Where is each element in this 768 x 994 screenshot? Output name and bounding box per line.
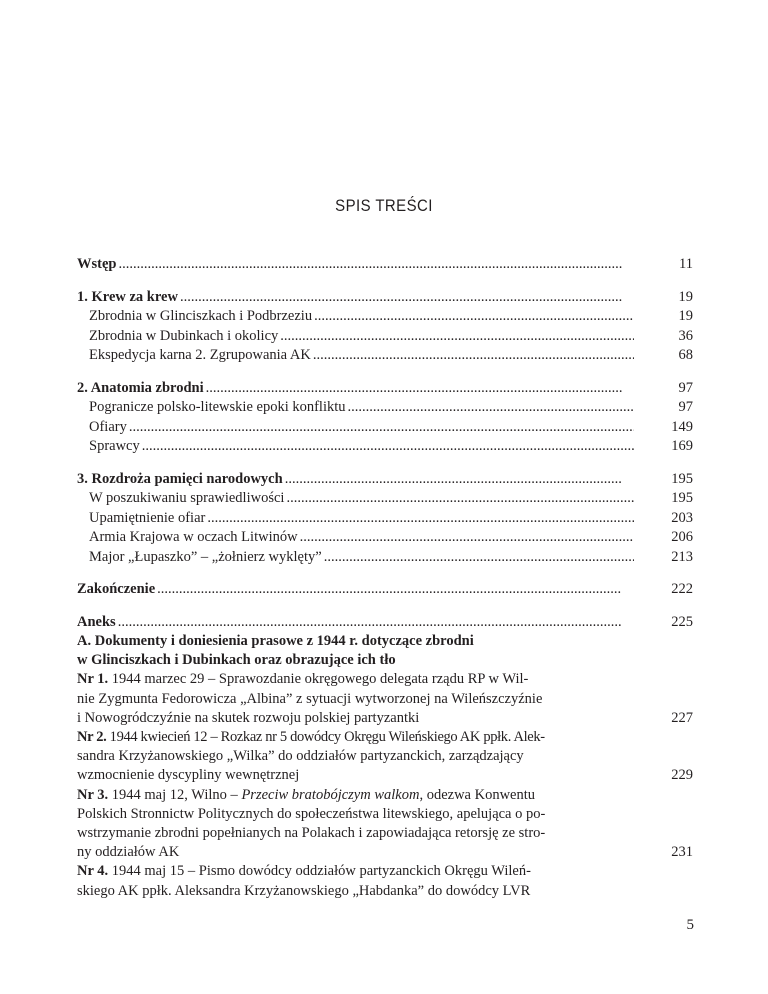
toc-page: 68 [678,347,693,363]
dot-leader [284,489,634,509]
document-number: Nr 4. [77,863,109,880]
dot-leader [278,327,634,347]
toc-subentry[interactable] [77,307,693,327]
toc-label: Upamiętnienie ofiar [89,509,206,526]
toc-label: 2. Anatomia zbrodni [77,379,204,396]
toc-page: 19 [678,288,693,305]
toc-page: 225 [671,613,693,630]
toc-page: 149 [671,418,693,435]
toc-label: Zbrodnia w Glinciszkach i Podbrzeziu [89,308,313,324]
document-number: Nr 3. [77,786,109,803]
page-number: 5 [686,917,694,933]
toc-label: Wstęp [77,256,117,272]
toc-label: 3. Rozdroża pamięci narodowych [77,470,283,487]
toc-page: 222 [671,581,693,597]
dot-leader [204,379,622,399]
toc-subentry[interactable] [77,327,693,347]
toc-label: Ofiary [89,418,127,435]
toc-label: Ekspedycja karna 2. Zgrupowania AK [89,347,311,363]
dot-leader [312,307,634,327]
aneks-section-a-heading: A. Dokumenty i doniesienia prasowe z 1944 r. dotyczące zbrodni w Glinciszkach i Dubinkach oraz obrazujące ich tło [77,633,474,669]
toc-subentry[interactable] [77,398,693,418]
toc-subentry[interactable] [77,418,693,438]
toc-document-entry-3[interactable]: Nr 3. 1944 maj 12, Wilno – Przeciw bratobójczym walkom, odezwa Konwentu Polskich Stronnictw Politycznych do społeczeństwa litewskiego, apelująca o po- wstrzymanie zbrodni popełnianych na Polakach i zapowiadająca retorsję ze stro- ny oddziałów AK 231 [77,786,693,863]
toc-entry-zakonczenie[interactable] [77,580,693,600]
toc-label: W poszukiwaniu sprawiedliwości [89,490,285,506]
toc-entry-chapter-3[interactable] [77,470,693,490]
toc-page: 97 [678,399,693,415]
document-number: Nr 1. [77,671,109,688]
dot-leader [322,548,634,568]
toc-page: 169 [671,438,693,454]
page-title: SPIS TREŚCI [335,196,433,215]
toc-subentry[interactable] [77,489,693,509]
toc-label: Sprawcy [89,438,140,454]
toc-page: 36 [678,327,693,344]
dot-leader [178,288,622,308]
toc-page: 229 [671,767,693,784]
dot-leader [116,255,622,275]
toc-subentry[interactable] [77,548,693,568]
toc-page: 195 [671,470,693,487]
toc-entry-aneks[interactable] [77,613,693,633]
dot-leader [116,613,622,633]
toc-document-entry-2[interactable]: Nr 2. 1944 kwiecień 12 – Rozkaz nr 5 dowódcy Okręgu Wileńskiego AK ppłk. Alek- sandra Krzyżanowskiego „Wilka” do oddziałów partyzanckich, zarządzający wzmocnienie dyscypliny wewnętrznej 229 [77,728,693,786]
toc-page: 19 [678,308,693,324]
dot-leader [283,470,622,490]
toc-subentry[interactable] [77,346,693,366]
dot-leader [311,346,634,366]
toc-label: Zakończenie [77,581,156,597]
dot-leader [127,418,634,438]
toc-subentry[interactable] [77,437,693,457]
toc-label: 1. Krew za krew [77,288,178,305]
toc-subentry[interactable] [77,509,693,529]
dot-leader [298,528,634,548]
dot-leader [205,509,634,529]
toc-entry-chapter-2[interactable] [77,379,693,399]
toc-page: 97 [678,379,693,396]
toc-page: 227 [671,709,693,726]
toc-document-entry-1[interactable]: Nr 1. 1944 marzec 29 – Sprawozdanie okręgowego delegata rządu RP w Wil- nie Zygmunta Fedorowicza „Albina” z sytuacji wytworzonej na Wileńszczyźnie i Nowogródczyźnie na skutek rozwoju polskiej partyzantki 227 [77,670,693,728]
dot-leader [346,398,634,418]
toc-page: 213 [671,548,693,565]
toc-label: Major „Łupaszko” – „żołnierz wyklęty” [89,548,322,565]
toc-label: Armia Krajowa w oczach Litwinów [89,529,298,545]
toc-page: 203 [671,509,693,526]
table-of-contents [77,255,693,901]
toc-label: Aneks [77,613,116,630]
toc-entry-wstep[interactable] [77,255,693,275]
toc-document-entry-4[interactable]: Nr 4. 1944 maj 15 – Pismo dowódcy oddziałów partyzanckich Okręgu Wileń- skiego AK ppłk. Aleksandra Krzyżanowskiego „Habdanka” do dowódcy LVR [77,863,531,899]
dot-leader [140,437,634,457]
document-number: Nr 2. [77,729,107,746]
dot-leader [155,580,622,600]
toc-page: 195 [671,490,693,506]
toc-entry-chapter-1[interactable] [77,288,693,308]
toc-label: Pogranicze polsko-litewskie epoki konfliktu [89,399,346,415]
toc-subentry[interactable] [77,528,693,548]
toc-page: 206 [671,529,693,545]
toc-page: 231 [671,844,693,861]
toc-page: 11 [679,256,693,272]
toc-label: Zbrodnia w Dubinkach i okolicy [89,327,279,344]
